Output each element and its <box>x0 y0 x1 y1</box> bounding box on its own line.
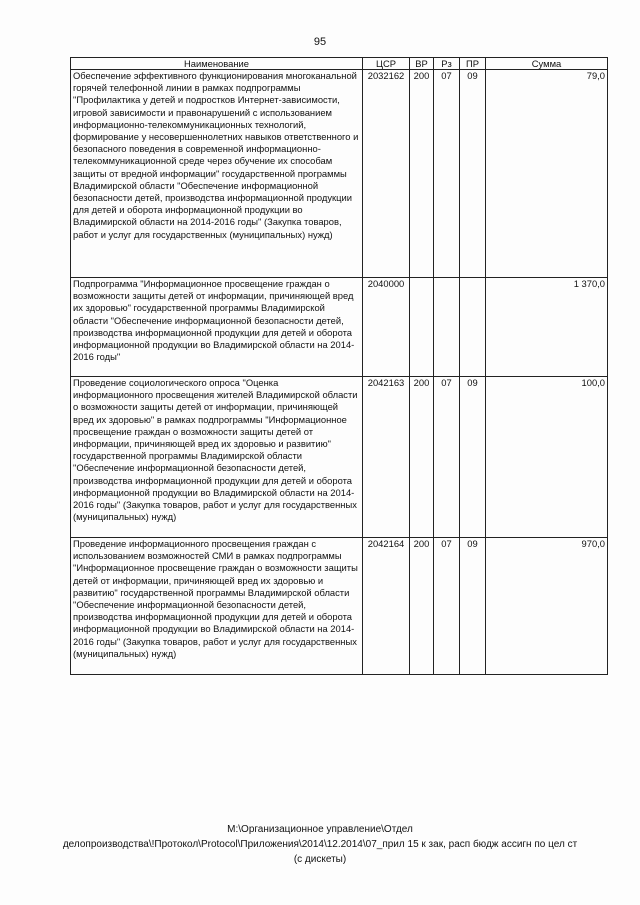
row-csr: 2040000 <box>363 278 410 377</box>
row-rz: 07 <box>434 70 460 278</box>
row-rz <box>434 278 460 377</box>
row-sum: 100,0 <box>486 377 608 538</box>
table-row <box>71 70 608 278</box>
row-csr: 2042163 <box>363 377 410 538</box>
footer-line-1: М:\Организационное управление\Отдел <box>227 824 413 835</box>
header-csr: ЦСР <box>363 58 410 70</box>
row-pr <box>460 278 486 377</box>
row-vr <box>410 278 434 377</box>
footer-line-2: делопроизводства\!Протокол\Protocol\Приложения\2014\12.2014\07_прил 15 к зак, расп бюдж ассигн по цел ст <box>62 839 578 850</box>
table-row <box>71 377 608 538</box>
row-csr: 2042164 <box>363 538 410 675</box>
header-vr: ВР <box>410 58 434 70</box>
table-row <box>71 278 608 377</box>
row-rz: 07 <box>434 538 460 675</box>
table-header-row <box>71 58 608 70</box>
page-number: 95 <box>313 36 327 48</box>
row-vr: 200 <box>410 538 434 675</box>
row-pr: 09 <box>460 538 486 675</box>
header-sum: Сумма <box>486 58 608 70</box>
row-name: Проведение социологического опроса "Оценка информационного просвещения жителей Владимирской области о возможности защиты детей от информации, причиняющей вред их здоровью" в рамках подпрограммы "Информационное просвещение граждан о возможности защиты детей от информации, причиняющей вред их здоровью и развитию" государственной программы Владимирской области "Обеспечение информационной безопасности детей, производства информационной продукции для детей и оборота информационной продукции во Владимирской области на 2014-2016 годы" (Закупка товаров, работ и услуг для государственных (муниципальных) нужд) <box>71 377 363 538</box>
header-pr: ПР <box>460 58 486 70</box>
row-rz: 07 <box>434 377 460 538</box>
header-rz: Рз <box>434 58 460 70</box>
row-pr: 09 <box>460 70 486 278</box>
row-sum: 970,0 <box>486 538 608 675</box>
row-name: Обеспечение эффективного функционирования многоканальной горячей телефонной линии в рамках подпрограммы "Профилактика у детей и подростков Интернет-зависимости, игровой зависимости и правонарушений с использованием информационно-телекоммуникационных технологий, формирование у несовершеннолетних навыков ответственного и безопасного поведения в современной информационно-телекоммуникационной среде через обучение их способам защиты от вредной информации" государственной программы Владимирской области "Обеспечение информационной безопасности детей, производства информационной продукции для детей и оборота информационной продукции во Владимирской области на 2014-2016 годы" (Закупка товаров, работ и услуг для государственных (муниципальных) нужд) <box>71 70 363 278</box>
row-csr: 2032162 <box>363 70 410 278</box>
row-name: Подпрограмма "Информационное просвещение граждан о возможности защиты детей от информации, причиняющей вред их здоровью" государственной программы Владимирской области "Обеспечение информационной безопасности детей, производства информационной продукции для детей и оборота информационной продукции во Владимирской области на 2014-2016 годы" <box>71 278 363 377</box>
row-vr: 200 <box>410 377 434 538</box>
footer-line-3: (с дискеты) <box>293 854 347 865</box>
row-pr: 09 <box>460 377 486 538</box>
row-vr: 200 <box>410 70 434 278</box>
header-name: Наименование <box>71 58 363 70</box>
table-row <box>71 538 608 675</box>
row-sum: 1 370,0 <box>486 278 608 377</box>
row-sum: 79,0 <box>486 70 608 278</box>
row-name: Проведение информационного просвещения граждан с использованием возможностей СМИ в рамках подпрограммы "Информационное просвещение граждан о возможности защиты детей от информации, причиняющей вред их здоровью и развитию" государственной программы Владимирской области "Обеспечение информационной безопасности детей, производства информационной продукции для детей и оборота информационной продукции во Владимирской области на 2014-2016 годы" (Закупка товаров, работ и услуг для государственных (муниципальных) нужд) <box>71 538 363 675</box>
budget-table <box>70 57 608 675</box>
file-path-footer <box>0 822 640 867</box>
